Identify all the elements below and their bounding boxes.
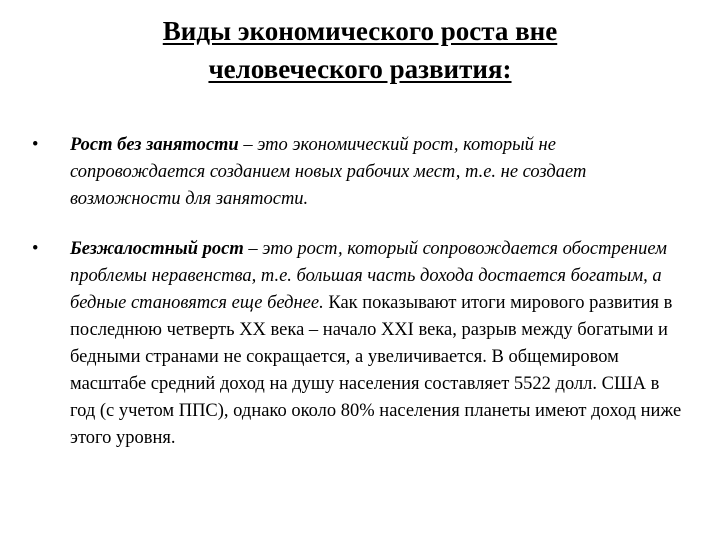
term-jobless-growth: Рост без занятости xyxy=(70,135,239,155)
bullet-ruthless-growth xyxy=(30,236,685,452)
bullet-list xyxy=(30,132,685,452)
slide-title-line-1: Виды экономического роста вне xyxy=(162,16,558,46)
slide-title-line-2: человеческого развития: xyxy=(208,54,512,84)
bullet-marker: • xyxy=(32,135,39,155)
bullet-jobless-growth xyxy=(30,132,685,213)
slide-title xyxy=(60,12,660,88)
definition-ruthless-growth: – это рост, который сопровождается обострением проблемы неравенства, т.е. большая часть дохода достается богатым, а бедные становятся еще беднее. xyxy=(70,239,667,313)
bullet-marker: • xyxy=(32,239,39,259)
explanation-ruthless-growth: Как показывают итоги мирового развития в последнюю четверть XX века – начало XXI века, разрыв между богатыми и бедными странами не сокращается, а увеличивается. В общемировом масштабе средний доход на душу населения составляет 5522 долл. США в год (с учетом ППС), однако около 80% населения планеты имеют доход ниже этого уровня. xyxy=(70,293,682,448)
definition-jobless-growth: – это экономический рост, который не сопровождается созданием новых рабочих мест, т.е. не создает возможности для занятости. xyxy=(70,135,587,209)
term-ruthless-growth: Безжалостный рост xyxy=(70,239,244,259)
